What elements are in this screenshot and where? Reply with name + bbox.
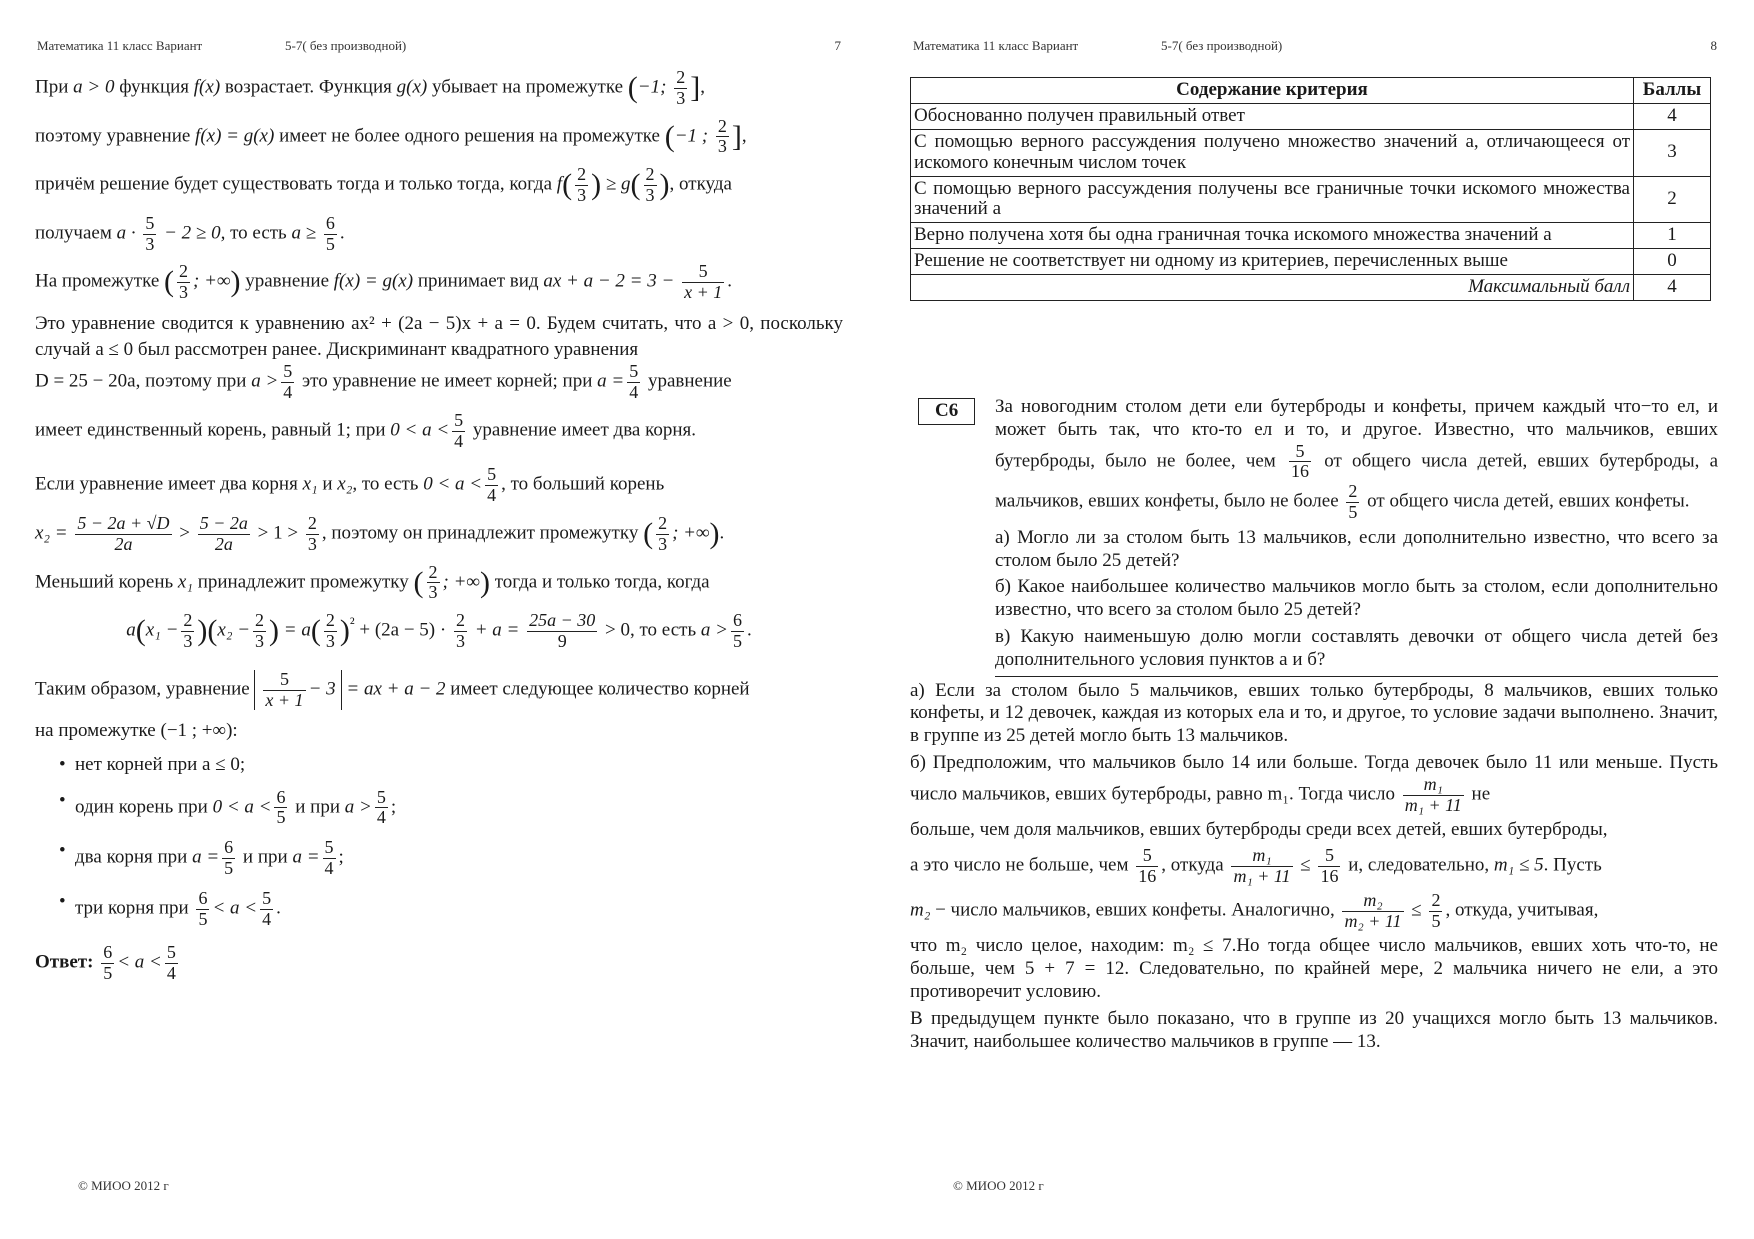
table-row: Обоснованно получен правильный ответ 4 <box>911 103 1711 129</box>
header-variant: 5-7( без производной) <box>1161 38 1283 53</box>
list-item: • два корня при a = $\frac{6}{5}$ и при a = $\frac{5}{4}$ ; <box>75 838 843 879</box>
header-variant: 5-7( без производной) <box>285 38 407 53</box>
task-c6 <box>910 396 1718 1057</box>
paragraph: Таким образом, уравнение $\frac{5}{x + 1}$ − 3 = ax + a − 2 имеет следующее количество корней <box>35 668 750 710</box>
solution-text <box>35 68 843 984</box>
paragraph: на промежутке (−1 ; +∞): <box>35 720 238 742</box>
table-row: Максимальный балл 4 <box>911 275 1711 301</box>
task-label: С6 <box>918 398 975 425</box>
paragraph: поэтому уравнение f(x) = g(x) имеет не более одного решения на промежутке (−1 ; $\frac{2}{3}$ ], <box>35 115 747 157</box>
page-footer: © МИОО 2012 г <box>78 1178 169 1193</box>
column-header: Баллы <box>1634 78 1711 104</box>
page-number: 8 <box>1710 38 1717 53</box>
formula: a(x₁ − $\frac{2}{3}$ )(x₂ − $\frac{2}{3}$ ) = a( $\frac{2}{3}$ )$^{^2}$ + (2a − 5) · $\frac{2}{3}$ + a = $\frac{25a - 30}{9}$ > 0, то есть a > $\frac{6}{5}$ . <box>126 610 752 652</box>
list-item: • нет корней при a ≤ 0; <box>75 752 843 778</box>
divider <box>995 676 1718 677</box>
paragraph: x₂ = $\frac{5 - 2a + √D}{2a}$ > $\frac{5 - 2a}{2a}$ > 1 > $\frac{2}{3}$ , поэтому он принадлежит промежутку ( $\frac{2}{3}$ ; +∞). <box>35 513 725 554</box>
header-subject: Математика 11 класс Вариант <box>37 38 203 53</box>
table-row: Верно получена хотя бы одна граничная точка искомого множества значений a 1 <box>911 223 1711 249</box>
column-header: Содержание критерия <box>911 78 1634 104</box>
paragraph: получаем a · $\frac{5}{3}$ − 2 ≥ 0, то есть a ≥ $\frac{6}{5}$ . <box>35 212 345 254</box>
solution-a: а) Если за столом было 5 мальчиков, евших только бутерброды, 8 мальчиков, евших только конфеты, и 12 девочек, каждая из которых ела и то, и другое, то условие задачи выполнено. Значит, в группе из 25 детей могло быть 13 мальчиков. <box>910 679 1718 747</box>
task-solution: а) Если за столом было 5 мальчиков, евших только бутерброды, 8 мальчиков, евших только конфеты, и 12 девочек, каждая из которых ела и то, и другое, то условие задачи выполнено. Значит, в группе из 25 детей могло быть 13 мальчиков. б) Предположим, что мальчиков было 14 или больше. Тогда девочек было 11 или меньше. Пусть число мальчиков, евших бутерброды, равно m₁. Тогда число $\frac{\text{m₁}}{\text{m₁ + 11}}$ не больше, чем доля мальчиков, евших бутерброды среди всех детей, евших бутерброды, а это число не больше, чем $\frac{5}{16}$ , откуда $\frac{\text{m₁}}{\text{m₁ + 11}}$ ≤ $\frac{5}{16}$ и, следовательно, m₁ ≤ 5. Пусть m₂ − число мальчиков, евших конфеты. Аналогично, $\frac{\text{m₂}}{\text{m₂ + 11}}$ ≤ $\frac{2}{5}$ , откуда, учитывая, что m₂ число целое, находим: m₂ ≤ 7.Но тогда общее число мальчиков, евших хоть что-то, не больше, чем 5 + 7 = 12. Следовательно, по крайней мере, 2 мальчика ничего не ели, а это противоречит условию. В предыдущем пункте было показано, что в группе из 20 учащихся могло быть 13 мальчиков. Значит, наибольшее количество мальчиков в группе — 13. <box>910 679 1718 1052</box>
criteria-table <box>910 77 1711 301</box>
paragraph: причём решение будет существовать тогда и только тогда, когда f( $\frac{2}{3}$ ) ≥ g( $\frac{2}{3}$ ), откуда <box>35 164 732 205</box>
page-8 <box>877 0 1754 1239</box>
header-subject: Математика 11 класс Вариант <box>913 38 1079 53</box>
fraction: $\frac{2}{3}$ <box>676 67 686 108</box>
page-number: 7 <box>834 38 841 53</box>
question-c: в) Какую наименьшую долю могли составлять девочки от общего числа детей без дополнительного условия пунктов а и б? <box>995 625 1718 670</box>
table-row: С помощью верного рассуждения получено множество значений a, отличающееся от искомого конечным числом точек 3 <box>911 129 1711 176</box>
root-count-list <box>35 752 843 929</box>
list-item: • три корня при $\frac{6}{5}$ < a < $\frac{5}{4}$ . <box>75 889 843 930</box>
paragraph: имеет единственный корень, равный 1; при 0 < a < $\frac{5}{4}$ уравнение имеет два корня. <box>35 409 697 451</box>
paragraph: При a > 0 функция f(x) возрастает. Функция g(x) убывает на промежутке (−1; $\frac{2}{3}$ ], <box>35 67 705 108</box>
table-header-row <box>911 78 1711 104</box>
question-b: б) Какое наибольшее количество мальчиков могло быть за столом, если дополнительно известно, что всего за столом было 25 детей? <box>995 576 1718 621</box>
task-statement: За новогодним столом дети ели бутерброды и конфеты, причем каждый что−то ел, и может быть так, что кто-то ел и то, и другое. Известно, что мальчиков, евших бутерброды, было не более, чем $\frac{5}{16}$ от общего числа детей, евших бутерброды, а мальчиков, евших конфеты, было не более $\frac{2}{5}$ от общего числа детей, евших конфеты. а) Могло ли за столом быть 13 мальчиков, если дополнительно известно, что всего за столом было 25 детей? б) Какое наибольшее количество мальчиков могло быть за столом, если дополнительно известно, что всего за столом было 25 детей? в) Какую наименьшую долю могли составлять девочки от общего числа детей без дополнительного условия пунктов а и б? <box>995 396 1719 670</box>
solution-b: б) Предположим, что мальчиков было 14 или больше. Тогда девочек было 11 или меньше. Пусть число мальчиков, евших бутерброды, равно m₁. Тогда число $\frac{\text{m₁}}{\text{m₁ + 11}}$ не <box>910 751 1718 815</box>
list-item: • один корень при 0 < a < $\frac{6}{5}$ и при a > $\frac{5}{4}$ ; <box>75 788 843 829</box>
question-a: а) Могло ли за столом быть 13 мальчиков, если дополнительно известно, что всего за столом было 25 детей? <box>995 526 1718 571</box>
table-row: С помощью верного рассуждения получены все граничные точки искомого множества значений a 2 <box>911 176 1711 223</box>
answer: Ответ: $\frac{6}{5}$ < a < $\frac{5}{4}$ <box>35 942 176 984</box>
paragraph: Меньший корень x₁ принадлежит промежутку ( $\frac{2}{3}$ ; +∞) тогда и только тогда, когда <box>35 561 710 603</box>
paragraph: На промежутке ( $\frac{2}{3}$ ; +∞) уравнение f(x) = g(x) принимает вид ax + a − 2 = 3 − $\frac{5}{x + 1}$ . <box>35 261 732 303</box>
paragraph: D = 25 − 20a, поэтому при a > $\frac{5}{4}$ это уравнение не имеет корней; при a = $\frac{5}{4}$ уравнение <box>35 361 732 403</box>
paragraph: Это уравнение сводится к уравнению ax² + (2a − 5)x + a = 0. Будем считать, что a > 0, поскольку случай a ≤ 0 был рассмотрен ранее. Дискриминант квадратного уравнения <box>35 312 843 360</box>
page-footer: © МИОО 2012 г <box>953 1178 1044 1193</box>
paragraph: Если уравнение имеет два корня x₁ и x₂, то есть 0 < a < $\frac{5}{4}$ , то больший корень <box>35 464 665 506</box>
table-row: Решение не соответствует ни одному из критериев, перечисленных выше 0 <box>911 249 1711 275</box>
